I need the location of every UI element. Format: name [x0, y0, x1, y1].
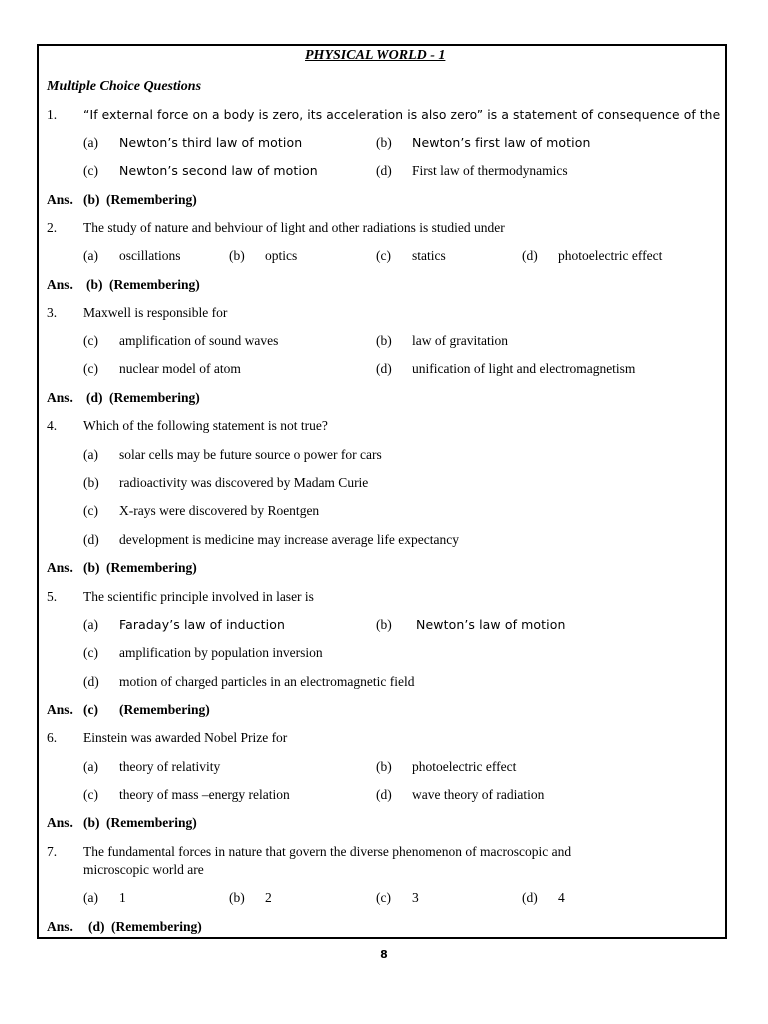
option-text: radioactivity was discovered by Madam Curie: [119, 475, 369, 490]
option-letter: (b): [376, 135, 392, 150]
answer-label: Ans.: [47, 277, 73, 292]
option-text: amplification of sound waves: [119, 333, 279, 348]
question-text: The scientific principle involved in laser is: [83, 589, 314, 604]
option-letter: (d): [83, 674, 99, 689]
answer-level: (Remembering): [106, 815, 197, 830]
option-letter: (d): [376, 361, 392, 376]
answer-label: Ans.: [47, 192, 73, 207]
option-letter: (d): [376, 787, 392, 802]
option-text: solar cells may be future source o power for cars: [119, 447, 382, 462]
answer-key: (d): [88, 919, 105, 934]
option-letter: (c): [83, 163, 98, 178]
question-text: Which of the following statement is not true?: [83, 418, 328, 433]
option-text: 2: [265, 890, 272, 905]
question-number: 3.: [47, 305, 58, 320]
option-text: Faraday’s law of induction: [119, 617, 285, 632]
answer-level: (Remembering): [109, 277, 200, 292]
question-text: Einstein was awarded Nobel Prize for: [83, 730, 288, 745]
option-text: 4: [558, 890, 565, 905]
option-letter: (a): [83, 890, 98, 905]
answer-level: (Remembering): [119, 702, 210, 717]
answer-key: (b): [83, 815, 100, 830]
answer-level: (Remembering): [109, 390, 200, 405]
question-number: 6.: [47, 730, 58, 745]
option-letter: (c): [83, 361, 98, 376]
answer-key: (b): [83, 192, 100, 207]
question-number: 7.: [47, 844, 58, 859]
question-number: 4.: [47, 418, 58, 433]
option-text: statics: [412, 248, 446, 263]
question-number: 5.: [47, 589, 58, 604]
option-text: Newton’s law of motion: [416, 617, 566, 632]
question-text: “If external force on a body is zero, its acceleration is also zero” is a statement of consequence of the: [83, 108, 721, 122]
option-letter: (c): [376, 890, 391, 905]
option-text: theory of relativity: [119, 759, 221, 774]
answer-level: (Remembering): [106, 192, 197, 207]
option-text: photoelectric effect: [412, 759, 517, 774]
option-letter: (a): [83, 135, 98, 150]
option-text: development is medicine may increase average life expectancy: [119, 532, 459, 547]
answer-key: (c): [83, 702, 98, 717]
option-text: oscillations: [119, 248, 181, 263]
option-text: 1: [119, 890, 126, 905]
answer-label: Ans.: [47, 702, 73, 717]
section-title: Multiple Choice Questions: [47, 79, 202, 94]
answer-key: (d): [86, 390, 103, 405]
option-letter: (c): [376, 248, 391, 263]
option-letter: (b): [229, 248, 245, 263]
answer-label: Ans.: [47, 390, 73, 405]
question-text: The fundamental forces in nature that govern the diverse phenomenon of macroscopic and: [83, 844, 572, 859]
option-letter: (c): [83, 503, 98, 518]
answer-level: (Remembering): [111, 919, 202, 934]
option-letter: (a): [83, 248, 98, 263]
option-letter: (c): [83, 645, 98, 660]
option-letter: (a): [83, 447, 98, 462]
option-text: amplification by population inversion: [119, 645, 323, 660]
question-number: 1.: [47, 107, 58, 122]
option-text: Newton’s first law of motion: [412, 135, 591, 150]
option-letter: (c): [83, 333, 98, 348]
option-text: motion of charged particles in an electromagnetic field: [119, 674, 415, 689]
option-letter: (d): [522, 248, 538, 263]
option-letter: (a): [83, 617, 98, 632]
option-letter: (c): [83, 787, 98, 802]
answer-label: Ans.: [47, 815, 73, 830]
question-number: 2.: [47, 220, 58, 235]
option-letter: (d): [522, 890, 538, 905]
option-text: law of gravitation: [412, 333, 508, 348]
option-text: Newton’s third law of motion: [119, 135, 303, 150]
option-letter: (b): [376, 759, 392, 774]
option-letter: (b): [83, 475, 99, 490]
option-text: optics: [265, 248, 298, 263]
option-letter: (b): [229, 890, 245, 905]
option-letter: (a): [83, 759, 98, 774]
option-text: unification of light and electromagnetism: [412, 361, 636, 376]
option-text: nuclear model of atom: [119, 361, 241, 376]
option-letter: (b): [376, 333, 392, 348]
option-text: theory of mass –energy relation: [119, 787, 290, 802]
option-text: photoelectric effect: [558, 248, 663, 263]
answer-key: (b): [83, 560, 100, 575]
page-number: 8: [380, 948, 388, 961]
option-letter: (d): [376, 163, 392, 178]
option-text: 3: [412, 890, 419, 905]
option-letter: (d): [83, 532, 99, 547]
option-text: X-rays were discovered by Roentgen: [119, 503, 320, 518]
answer-label: Ans.: [47, 560, 73, 575]
answer-label: Ans.: [47, 919, 73, 934]
question-text: The study of nature and behviour of light and other radiations is studied under: [83, 220, 505, 235]
page-title: PHYSICAL WORLD - 1: [305, 48, 446, 63]
answer-key: (b): [86, 277, 103, 292]
option-text: Newton’s second law of motion: [119, 163, 318, 178]
answer-level: (Remembering): [106, 560, 197, 575]
question-text-line2: microscopic world are: [83, 862, 204, 877]
question-text: Maxwell is responsible for: [83, 305, 228, 320]
option-text: First law of thermodynamics: [412, 163, 568, 178]
option-letter: (b): [376, 617, 392, 632]
option-text: wave theory of radiation: [412, 787, 545, 802]
